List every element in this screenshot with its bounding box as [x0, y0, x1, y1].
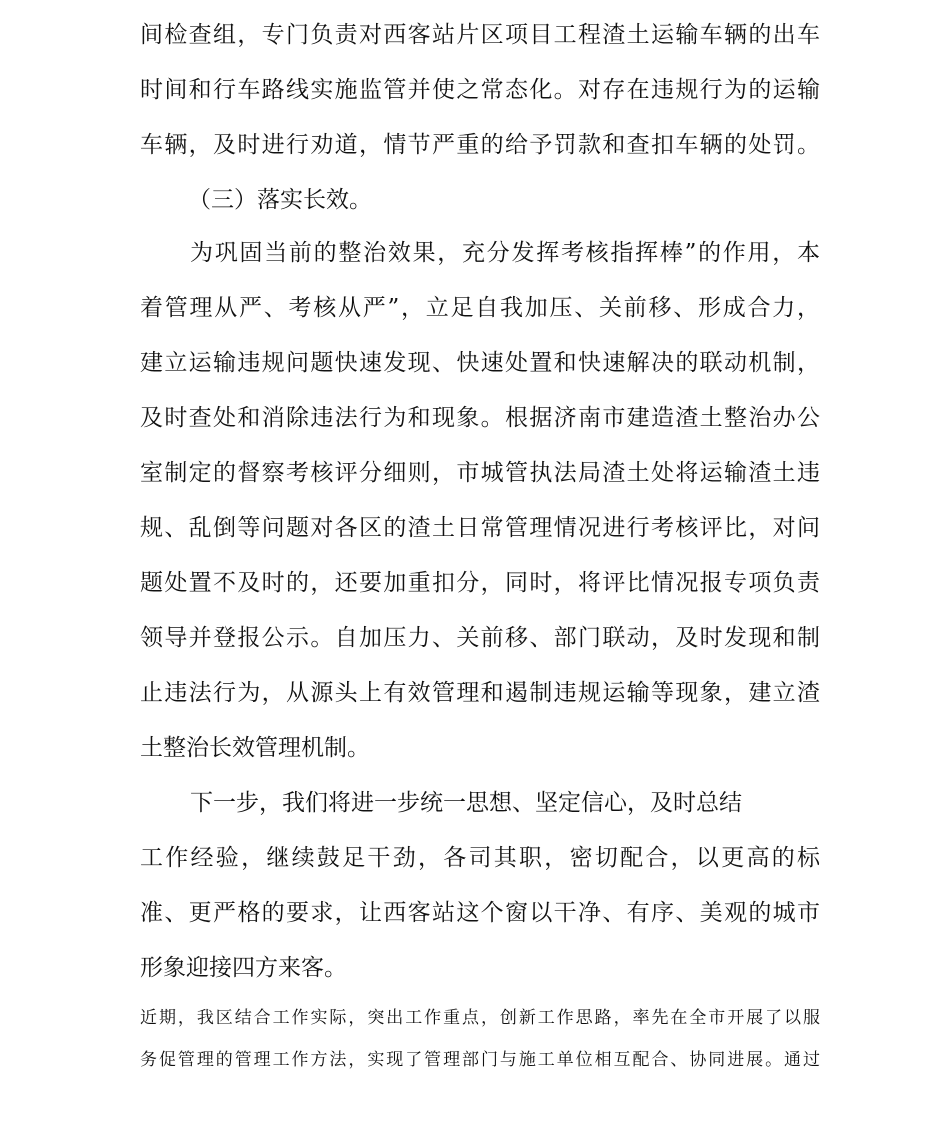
- paragraph-line: 题处置不及时的，还要加重扣分，同时，将评比情况报专项负责: [140, 570, 820, 596]
- paragraph-line: 领导并登报公示。自加压力、关前移、部门联动，及时发现和制: [140, 625, 820, 651]
- paragraph-line: 着管理从严、考核从严”，立足自我加压、关前移、形成合力，: [140, 295, 820, 321]
- paragraph-line: 近期，我区结合工作实际，突出工作重点，创新工作思路，率先在全市开展了以服: [140, 1008, 820, 1028]
- paragraph-line: 下一步，我们将进一步统一思想、坚定信心，及时总结: [190, 790, 742, 816]
- paragraph-line: 室制定的督察考核评分细则，市城管执法局渣土处将运输渣土违: [140, 460, 820, 486]
- paragraph-line: 止违法行为，从源头上有效管理和遏制违规运输等现象，建立渣: [140, 680, 820, 706]
- paragraph-line: 形象迎接四方来客。: [140, 955, 347, 981]
- paragraph-line: 为巩固当前的整治效果，充分发挥考核指挥棒”的作用，本: [190, 240, 820, 266]
- paragraph-line: 及时查处和消除违法行为和现象。根据济南市建造渣土整治办公: [140, 405, 820, 431]
- section-heading: （三）落实长效。: [188, 187, 372, 213]
- paragraph-line: 车辆，及时进行劝道，情节严重的给予罚款和查扣车辆的处罚。: [140, 132, 820, 158]
- paragraph-line: 土整治长效管理机制。: [140, 735, 370, 761]
- paragraph-line: 规、乱倒等问题对各区的渣土日常管理情况进行考核评比，对问: [140, 515, 820, 541]
- paragraph-line: 建立运输违规问题快速发现、快速处置和快速解决的联动机制，: [140, 350, 820, 376]
- paragraph-line: 时间和行车路线实施监管并使之常态化。对存在违规行为的运输: [140, 77, 820, 103]
- paragraph-line: 间检查组，专门负责对西客站片区项目工程渣土运输车辆的出车: [140, 22, 820, 48]
- paragraph-line: 务促管理的管理工作方法，实现了管理部门与施工单位相互配合、协同进展。通过: [140, 1050, 820, 1070]
- paragraph-line: 工作经验，继续鼓足干劲，各司其职，密切配合，以更高的标: [140, 845, 820, 871]
- paragraph-line: 准、更严格的要求，让西客站这个窗以干净、有序、美观的城市: [140, 900, 820, 926]
